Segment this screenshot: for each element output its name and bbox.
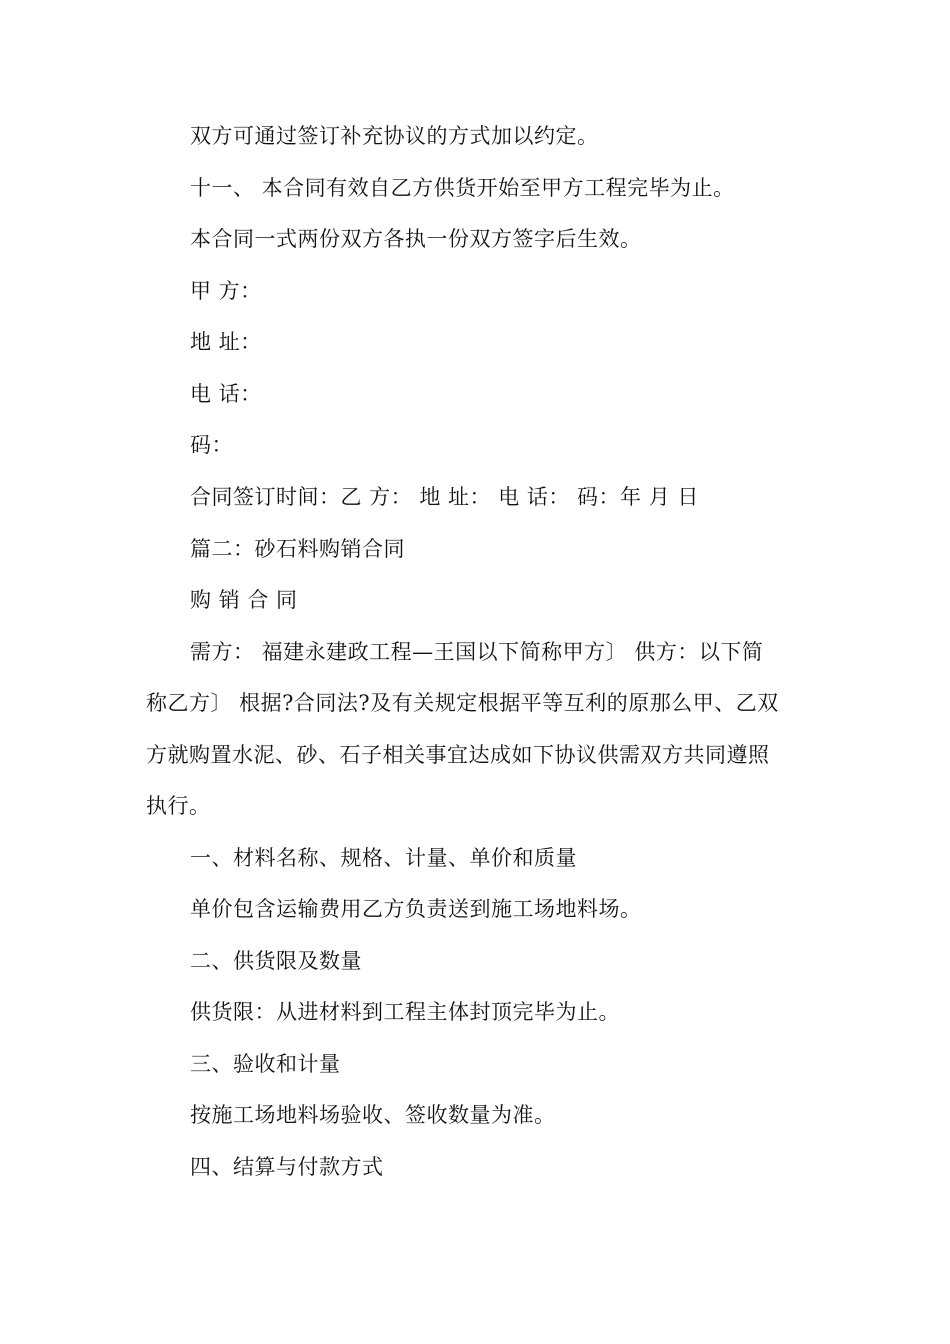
- section-two-title: 篇二：砂石料购销合同: [190, 537, 405, 561]
- address-label: 地 址：: [190, 330, 262, 354]
- supply-period-paragraph: 供货限：从进材料到工程主体封顶完毕为止。: [190, 1000, 620, 1024]
- section-two-heading: 二、供货限及数量: [190, 949, 362, 973]
- phone-label: 电 话：: [190, 382, 262, 406]
- section-four-heading: 四、结算与付款方式: [190, 1155, 384, 1179]
- clause-eleven: 十一、 本合同有效自乙方供货开始至甲方工程完毕为止。: [190, 176, 735, 200]
- parties-paragraph-line-2: 称乙方〕 根据?合同法?及有关规定根据平等互利的原那么甲、乙双: [146, 691, 779, 715]
- party-a-label: 甲 方：: [190, 279, 262, 303]
- contract-heading: 购 销 合 同: [190, 588, 298, 612]
- acceptance-paragraph: 按施工场地料场验收、签收数量为准。: [190, 1103, 556, 1127]
- paragraph-supplement-agreement: 双方可通过签订补充协议的方式加以约定。: [190, 124, 599, 148]
- parties-paragraph-line-3: 方就购置水泥、砂、石子相关事宜达成如下协议供需双方共同遵照: [146, 743, 770, 767]
- code-label: 码：: [190, 433, 233, 457]
- parties-paragraph-line-1: 需方： 福建永建政工程—王国以下简称甲方〕 供方：以下简: [190, 640, 764, 664]
- parties-paragraph-line-4: 执行。: [146, 794, 211, 818]
- paragraph-copies: 本合同一式两份双方各执一份双方签字后生效。: [190, 227, 642, 251]
- section-three-heading: 三、验收和计量: [190, 1052, 341, 1076]
- signing-time-line: 合同签订时间：乙 方： 地 址： 电 话： 码：年 月 日: [190, 485, 699, 509]
- section-one-heading: 一、材料名称、规格、计量、单价和质量: [190, 846, 577, 870]
- unit-price-paragraph: 单价包含运输费用乙方负责送到施工场地料场。: [190, 897, 642, 921]
